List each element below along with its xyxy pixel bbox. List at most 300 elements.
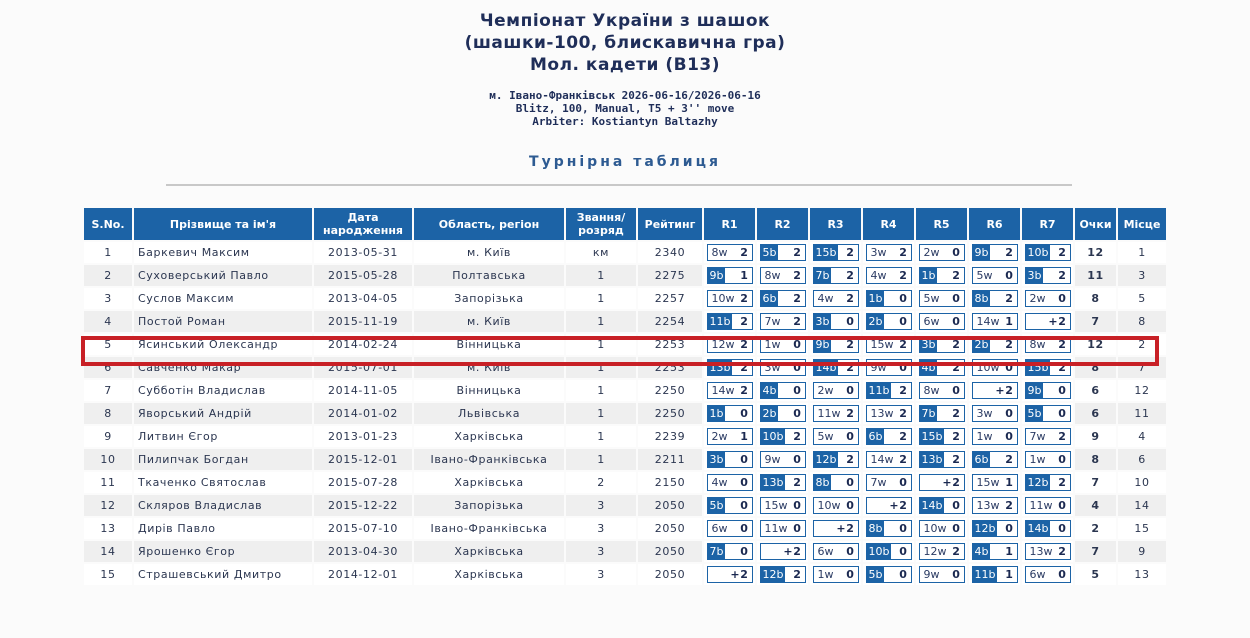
round-result[interactable] (813, 267, 859, 284)
round-opponent[interactable]: 1w (817, 568, 834, 581)
cell-points: 2 (1075, 518, 1116, 539)
cell-rating: 2050 (638, 518, 702, 539)
round-cell-r5 (916, 288, 967, 309)
round-opponent[interactable]: 5b (709, 499, 724, 512)
round-opponent[interactable]: 2w (817, 384, 834, 397)
round-result[interactable] (1025, 451, 1071, 468)
round-opponent[interactable]: 15w (764, 499, 788, 512)
col-header-r1[interactable]: R1 (704, 208, 755, 240)
round-result[interactable] (866, 267, 912, 284)
round-result[interactable] (707, 405, 753, 422)
round-cell-r1 (704, 311, 755, 332)
col-header-r5[interactable]: R5 (916, 208, 967, 240)
round-opponent[interactable]: 8b (868, 522, 883, 535)
round-opponent[interactable]: 6w (817, 545, 834, 558)
round-result[interactable] (1025, 382, 1071, 399)
round-result[interactable] (919, 474, 965, 491)
round-opponent[interactable]: 12b (1027, 476, 1049, 489)
round-opponent[interactable]: 5w (817, 430, 834, 443)
round-opponent[interactable]: 8w (711, 246, 728, 259)
round-result[interactable] (760, 451, 806, 468)
round-score: 2 (793, 476, 802, 489)
round-opponent[interactable]: 8w (923, 384, 940, 397)
round-opponent[interactable]: 10b (762, 430, 784, 443)
round-score: 2 (952, 430, 961, 443)
round-opponent[interactable]: 2w (1029, 292, 1046, 305)
round-result[interactable] (760, 497, 806, 514)
round-opponent[interactable]: 8b (815, 476, 830, 489)
round-result[interactable] (760, 566, 806, 583)
col-header-region[interactable]: Область, регіон (414, 208, 564, 240)
round-opponent[interactable]: 13w (870, 407, 894, 420)
cell-sno: 2 (84, 265, 132, 286)
round-result[interactable] (972, 244, 1018, 261)
round-opponent[interactable]: 1b (709, 407, 724, 420)
round-opponent[interactable]: 4b (921, 361, 936, 374)
cell-points: 9 (1075, 426, 1116, 447)
round-result[interactable] (1025, 313, 1071, 330)
round-opponent[interactable]: 3w (976, 407, 993, 420)
round-score: 0 (899, 568, 908, 581)
round-opponent[interactable]: 5b (1027, 407, 1042, 420)
cell-points: 5 (1075, 564, 1116, 585)
cell-place: 3 (1118, 265, 1166, 286)
col-header-rank[interactable]: Звання/ розряд (566, 208, 636, 240)
round-cell-r2 (757, 288, 808, 309)
round-result[interactable] (760, 405, 806, 422)
round-opponent[interactable]: 1w (976, 430, 993, 443)
round-cell-r5 (916, 311, 967, 332)
round-result[interactable] (919, 497, 965, 514)
round-result[interactable] (972, 405, 1018, 422)
round-result[interactable] (972, 520, 1018, 537)
col-header-sno[interactable]: S.No. (84, 208, 132, 240)
round-score: 2 (899, 269, 908, 282)
cell-dob: 2015-11-19 (314, 311, 412, 332)
round-opponent[interactable]: 6w (1029, 568, 1046, 581)
round-score: 2 (899, 453, 908, 466)
round-opponent[interactable]: 9w (764, 453, 781, 466)
round-score: 0 (1058, 292, 1067, 305)
round-opponent[interactable]: 11w (1029, 499, 1053, 512)
round-opponent[interactable]: 11b (868, 384, 890, 397)
round-result[interactable] (919, 520, 965, 537)
round-opponent[interactable]: 11b (974, 568, 996, 581)
round-result[interactable] (1025, 543, 1071, 560)
cell-points: 7 (1075, 472, 1116, 493)
round-opponent[interactable]: 1b (921, 269, 936, 282)
round-opponent[interactable]: 4w (817, 292, 834, 305)
round-opponent[interactable]: 14b (921, 499, 943, 512)
round-result[interactable] (919, 244, 965, 261)
round-result[interactable] (760, 474, 806, 491)
round-opponent[interactable]: 8w (764, 269, 781, 282)
round-opponent[interactable]: 10b (868, 545, 890, 558)
round-opponent[interactable]: 4b (762, 384, 777, 397)
round-result[interactable] (919, 313, 965, 330)
round-result[interactable] (707, 267, 753, 284)
round-cell-r2 (757, 564, 808, 585)
round-result[interactable] (760, 359, 806, 376)
cell-place: 1 (1118, 242, 1166, 263)
round-result[interactable] (707, 313, 753, 330)
col-header-r3[interactable]: R3 (810, 208, 861, 240)
round-cell-r3 (810, 288, 861, 309)
round-opponent[interactable]: 12w (711, 338, 735, 351)
round-opponent[interactable]: 15b (921, 430, 943, 443)
round-score: 2 (899, 407, 908, 420)
round-opponent[interactable]: 2b (868, 315, 883, 328)
round-opponent[interactable]: 3b (709, 453, 724, 466)
cell-rating: 2050 (638, 541, 702, 562)
round-opponent[interactable]: 1w (764, 338, 781, 351)
round-result[interactable] (866, 543, 912, 560)
round-result[interactable] (707, 428, 753, 445)
round-opponent[interactable]: 5b (868, 568, 883, 581)
round-result[interactable] (1025, 474, 1071, 491)
round-score: 0 (793, 407, 802, 420)
round-result[interactable] (866, 428, 912, 445)
round-opponent[interactable]: 7b (709, 545, 724, 558)
round-opponent[interactable]: 10w (976, 361, 1000, 374)
round-cell-r4 (863, 495, 914, 516)
round-cell-r7 (1022, 288, 1073, 309)
round-result[interactable] (813, 290, 859, 307)
round-result[interactable] (972, 497, 1018, 514)
round-opponent[interactable]: 9b (709, 269, 724, 282)
round-opponent[interactable]: 6w (923, 315, 940, 328)
cell-dob: 2014-02-24 (314, 334, 412, 355)
round-opponent[interactable]: 6b (762, 292, 777, 305)
round-cell-r7 (1022, 334, 1073, 355)
round-opponent[interactable]: 8b (974, 292, 989, 305)
round-result[interactable] (919, 451, 965, 468)
round-cell-r4 (863, 242, 914, 263)
round-score: 1 (1005, 476, 1014, 489)
cell-points: 7 (1075, 541, 1116, 562)
round-score: 0 (899, 545, 908, 558)
round-result[interactable] (1025, 428, 1071, 445)
round-result[interactable] (866, 313, 912, 330)
round-result[interactable] (972, 359, 1018, 376)
round-opponent[interactable]: 14b (815, 361, 837, 374)
round-result[interactable] (972, 336, 1018, 353)
round-score: 0 (952, 315, 961, 328)
col-header-r6[interactable]: R6 (969, 208, 1020, 240)
round-opponent[interactable]: 7b (815, 269, 830, 282)
round-result[interactable] (760, 336, 806, 353)
round-result[interactable] (707, 244, 753, 261)
round-opponent[interactable]: 13b (762, 476, 784, 489)
round-result[interactable] (760, 244, 806, 261)
round-result[interactable] (919, 566, 965, 583)
round-result[interactable] (707, 474, 753, 491)
cell-rank: 2 (566, 472, 636, 493)
round-opponent[interactable]: 9b (974, 246, 989, 259)
round-opponent[interactable]: 2b (762, 407, 777, 420)
round-result[interactable] (866, 244, 912, 261)
round-opponent[interactable]: 9b (815, 338, 830, 351)
round-result[interactable] (866, 520, 912, 537)
round-opponent[interactable]: 6b (974, 453, 989, 466)
round-result[interactable] (707, 382, 753, 399)
round-opponent[interactable]: 9w (923, 568, 940, 581)
round-opponent[interactable]: 2b (974, 338, 989, 351)
round-result[interactable] (972, 451, 1018, 468)
round-opponent[interactable]: 9w (870, 361, 887, 374)
round-opponent[interactable]: 14w (976, 315, 1000, 328)
round-result[interactable] (972, 474, 1018, 491)
cell-sno: 13 (84, 518, 132, 539)
round-opponent[interactable]: 5b (762, 246, 777, 259)
round-result[interactable] (707, 543, 753, 560)
round-opponent[interactable]: 2w (711, 430, 728, 443)
round-result[interactable] (1025, 566, 1071, 583)
round-opponent[interactable]: 13w (1029, 545, 1053, 558)
round-result[interactable] (1025, 497, 1071, 514)
round-cell-r7 (1022, 541, 1073, 562)
round-result[interactable] (760, 543, 806, 560)
col-header-rating[interactable]: Рейтинг (638, 208, 702, 240)
round-opponent[interactable]: 13b (709, 361, 731, 374)
round-result[interactable] (707, 566, 753, 583)
round-result[interactable] (813, 474, 859, 491)
round-opponent[interactable]: 4w (711, 476, 728, 489)
round-opponent[interactable]: 14w (870, 453, 894, 466)
round-result[interactable] (813, 359, 859, 376)
cell-dob: 2013-05-31 (314, 242, 412, 263)
round-cell-r2 (757, 380, 808, 401)
round-result[interactable] (813, 543, 859, 560)
cell-rating: 2150 (638, 472, 702, 493)
round-result[interactable] (707, 451, 753, 468)
round-result[interactable] (972, 428, 1018, 445)
round-opponent[interactable]: 5w (923, 292, 940, 305)
round-opponent[interactable]: 8w (1029, 338, 1046, 351)
round-result[interactable] (919, 543, 965, 560)
cell-points: 12 (1075, 242, 1116, 263)
round-opponent[interactable]: 10b (1027, 246, 1049, 259)
round-result[interactable] (707, 497, 753, 514)
round-opponent[interactable]: 1b (868, 292, 883, 305)
round-opponent[interactable]: 7w (764, 315, 781, 328)
round-result[interactable] (760, 428, 806, 445)
round-result[interactable] (919, 336, 965, 353)
round-cell-r5 (916, 334, 967, 355)
round-cell-r4 (863, 472, 914, 493)
round-result[interactable] (760, 290, 806, 307)
round-opponent[interactable]: 12w (923, 545, 947, 558)
round-result[interactable] (760, 520, 806, 537)
round-cell-r3 (810, 242, 861, 263)
round-result[interactable] (972, 267, 1018, 284)
cell-rating: 2253 (638, 357, 702, 378)
round-result[interactable] (707, 359, 753, 376)
round-opponent[interactable]: 6b (868, 430, 883, 443)
col-header-r7[interactable]: R7 (1022, 208, 1073, 240)
cell-name: Постой Роман (134, 311, 312, 332)
round-score: +2 (942, 476, 961, 489)
cell-sno: 3 (84, 288, 132, 309)
round-cell-r2 (757, 518, 808, 539)
round-result[interactable] (813, 497, 859, 514)
round-result[interactable] (813, 451, 859, 468)
cell-place: 9 (1118, 541, 1166, 562)
round-score: 0 (899, 522, 908, 535)
round-opponent[interactable]: 13w (976, 499, 1000, 512)
round-opponent[interactable]: 6w (711, 522, 728, 535)
round-result[interactable] (866, 359, 912, 376)
round-result[interactable] (866, 474, 912, 491)
round-result[interactable] (866, 405, 912, 422)
round-result[interactable] (707, 336, 753, 353)
round-result[interactable] (866, 336, 912, 353)
round-opponent[interactable]: 3w (870, 246, 887, 259)
cell-sno: 15 (84, 564, 132, 585)
col-header-dob[interactable]: Дата народження (314, 208, 412, 240)
divider (166, 184, 1072, 186)
round-opponent[interactable]: 15b (1027, 361, 1049, 374)
round-result[interactable] (972, 313, 1018, 330)
round-opponent[interactable]: 14b (1027, 522, 1049, 535)
round-result[interactable] (707, 520, 753, 537)
round-result[interactable] (813, 520, 859, 537)
round-score: 2 (793, 568, 802, 581)
round-result[interactable] (1025, 267, 1071, 284)
cell-region: м. Київ (414, 357, 564, 378)
round-result[interactable] (813, 244, 859, 261)
round-score: 0 (793, 453, 802, 466)
round-result[interactable] (813, 336, 859, 353)
round-result[interactable] (919, 267, 965, 284)
col-header-r4[interactable]: R4 (863, 208, 914, 240)
table-row (84, 380, 1166, 401)
round-score: 2 (846, 246, 855, 259)
round-result[interactable] (919, 382, 965, 399)
col-header-name[interactable]: Прізвище та ім'я (134, 208, 312, 240)
round-result[interactable] (1025, 405, 1071, 422)
cell-sno: 5 (84, 334, 132, 355)
round-result[interactable] (972, 290, 1018, 307)
round-opponent[interactable]: 3b (1027, 269, 1042, 282)
round-result[interactable] (760, 382, 806, 399)
round-opponent[interactable]: 3b (815, 315, 830, 328)
round-result[interactable] (813, 428, 859, 445)
round-opponent[interactable]: 15w (870, 338, 894, 351)
round-opponent[interactable]: 10w (817, 499, 841, 512)
cell-rating: 2340 (638, 242, 702, 263)
round-score: 0 (952, 568, 961, 581)
round-opponent[interactable]: 15b (815, 246, 837, 259)
round-result[interactable] (813, 313, 859, 330)
round-opponent[interactable]: 9b (1027, 384, 1042, 397)
round-result[interactable] (866, 566, 912, 583)
round-result[interactable] (1025, 244, 1071, 261)
col-header-r2[interactable]: R2 (757, 208, 808, 240)
round-opponent[interactable]: 12b (974, 522, 996, 535)
round-result[interactable] (866, 382, 912, 399)
round-opponent[interactable]: 3b (921, 338, 936, 351)
round-opponent[interactable]: 10w (711, 292, 735, 305)
round-result[interactable] (866, 290, 912, 307)
round-opponent[interactable]: 4b (974, 545, 989, 558)
round-opponent[interactable]: 15w (976, 476, 1000, 489)
col-header-place[interactable]: Місце (1118, 208, 1166, 240)
cell-name: Баркевич Максим (134, 242, 312, 263)
round-opponent[interactable]: 13b (921, 453, 943, 466)
round-opponent[interactable]: 12b (815, 453, 837, 466)
round-score: 1 (1005, 568, 1014, 581)
round-result[interactable] (919, 359, 965, 376)
round-result[interactable] (1025, 359, 1071, 376)
round-cell-r5 (916, 518, 967, 539)
round-opponent[interactable]: 5w (976, 269, 993, 282)
round-result[interactable] (919, 428, 965, 445)
round-result[interactable] (1025, 336, 1071, 353)
cell-region: Харківська (414, 426, 564, 447)
round-score: 0 (1005, 407, 1014, 420)
round-opponent[interactable]: 14w (711, 384, 735, 397)
round-result[interactable] (1025, 520, 1071, 537)
round-opponent[interactable]: 7b (921, 407, 936, 420)
round-opponent[interactable]: 4w (870, 269, 887, 282)
round-result[interactable] (866, 451, 912, 468)
round-opponent[interactable]: 10w (923, 522, 947, 535)
round-result[interactable] (972, 382, 1018, 399)
col-header-points[interactable]: Очки (1075, 208, 1116, 240)
round-result[interactable] (813, 405, 859, 422)
round-opponent[interactable]: 11b (709, 315, 731, 328)
round-cell-r6 (969, 265, 1020, 286)
round-result[interactable] (813, 566, 859, 583)
round-result[interactable] (972, 543, 1018, 560)
cell-sno: 11 (84, 472, 132, 493)
meta-line: Blitz, 100, Manual, T5 + 3'' move (515, 102, 735, 115)
round-result[interactable] (813, 382, 859, 399)
round-result[interactable] (1025, 290, 1071, 307)
round-result[interactable] (866, 497, 912, 514)
cell-points: 6 (1075, 403, 1116, 424)
round-score: 1 (1005, 545, 1014, 558)
round-result[interactable] (919, 290, 965, 307)
table-row (84, 357, 1166, 378)
standings-body (84, 242, 1166, 585)
round-opponent[interactable]: 11w (817, 407, 841, 420)
round-result[interactable] (919, 405, 965, 422)
round-result[interactable] (972, 566, 1018, 583)
round-opponent[interactable]: 7w (870, 476, 887, 489)
round-opponent[interactable]: 3w (764, 361, 781, 374)
cell-sno: 9 (84, 426, 132, 447)
round-opponent[interactable]: 11w (764, 522, 788, 535)
round-cell-r6 (969, 495, 1020, 516)
round-opponent[interactable]: 2w (923, 246, 940, 259)
round-cell-r1 (704, 265, 755, 286)
round-opponent[interactable]: 12b (762, 568, 784, 581)
round-opponent[interactable]: 7w (1029, 430, 1046, 443)
round-result[interactable] (760, 313, 806, 330)
round-opponent[interactable]: 1w (1029, 453, 1046, 466)
round-score: 2 (952, 269, 961, 282)
cell-rank: 3 (566, 564, 636, 585)
cell-place: 6 (1118, 449, 1166, 470)
round-result[interactable] (760, 267, 806, 284)
round-cell-r2 (757, 357, 808, 378)
table-row (84, 242, 1166, 263)
cell-name: Пилипчак Богдан (134, 449, 312, 470)
cell-rank: 1 (566, 288, 636, 309)
round-result[interactable] (707, 290, 753, 307)
